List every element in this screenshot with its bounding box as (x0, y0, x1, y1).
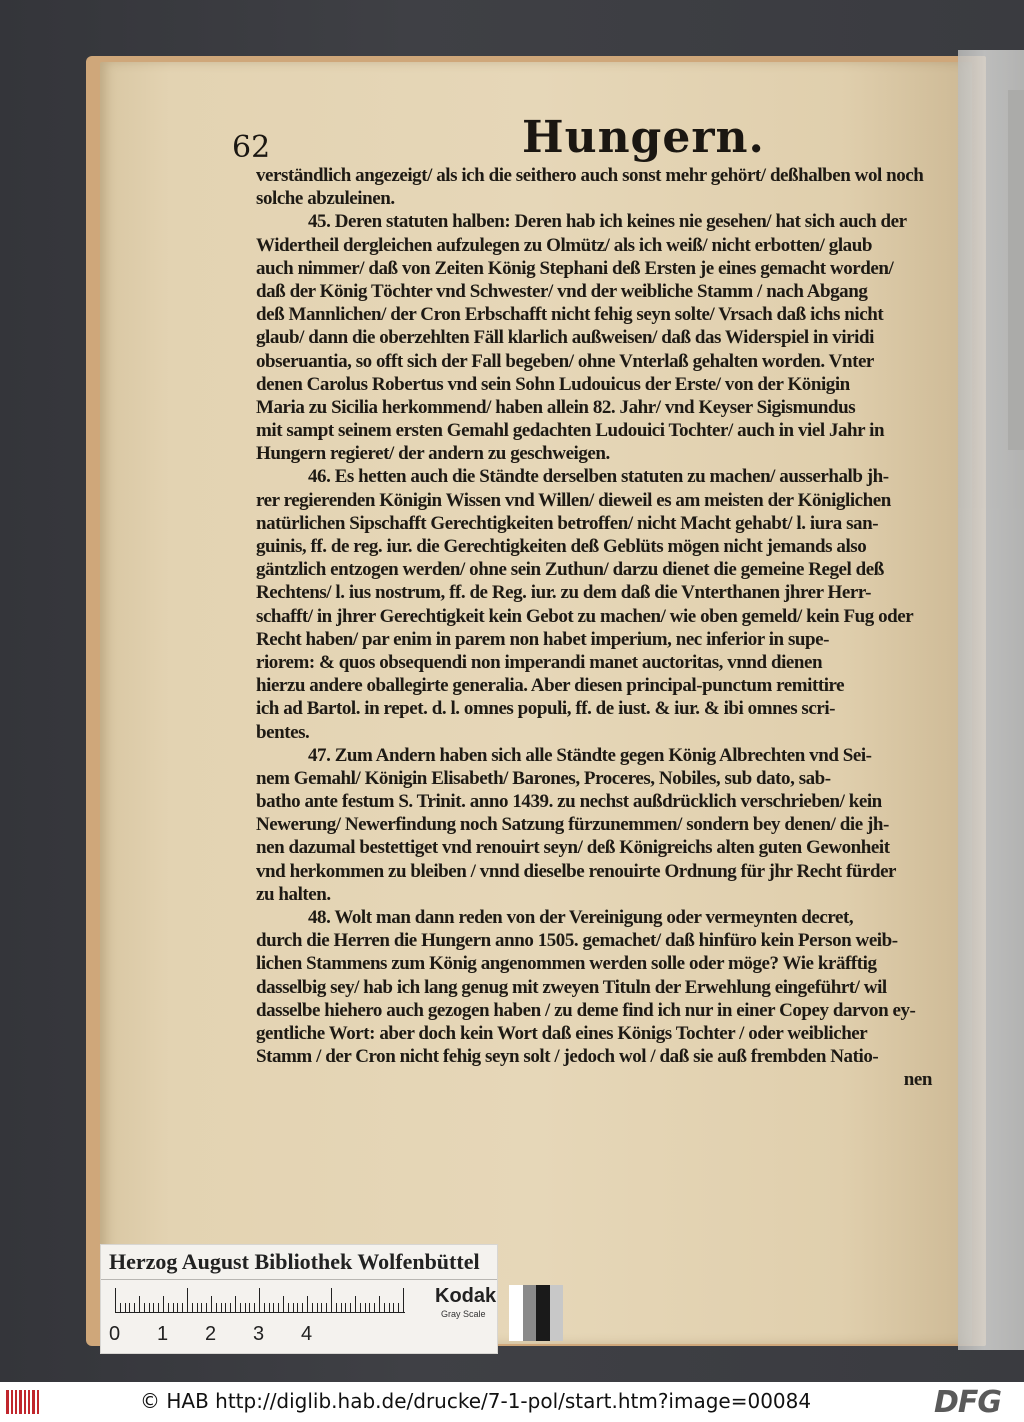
text-line: Hungern regieret/ der andern zu geschweigen. (256, 443, 610, 465)
ruler-tick (168, 1303, 169, 1312)
ruler-tick (331, 1288, 332, 1312)
copyright-link[interactable]: © HAB http://diglib.hab.de/drucke/7-1-pol/start.htm?image=00084 (140, 1389, 812, 1413)
text-line: durch die Herren die Hungern anno 1505. gemachet/ daß hinfüro kein Person weib- (256, 930, 898, 952)
ruler-tick (360, 1303, 361, 1312)
ruler-tick (125, 1303, 126, 1312)
text-line: verständlich angezeigt/ als ich die seithero auch sonst mehr gehört/ deßhalben wol noch (256, 165, 924, 186)
kodak-logo: Kodak (435, 1285, 497, 1307)
ruler-tick (288, 1303, 289, 1312)
text-line: zu halten. (256, 883, 331, 905)
dfg-logo: DFG (934, 1385, 1002, 1420)
page-number: 62 (232, 130, 271, 165)
text-line: bentes. (256, 721, 310, 743)
gray-swatches (509, 1285, 563, 1341)
ruler-tick (312, 1303, 313, 1312)
ruler-tick (355, 1296, 356, 1312)
ruler-tick (144, 1303, 145, 1312)
ruler-tick (149, 1303, 150, 1312)
ruler-tick (297, 1303, 298, 1312)
ruler-tick (273, 1303, 274, 1312)
text-line: nen dazumal bestettiget vnd renouirt seyn/ deß Königreichs alten guten Gewonheit (256, 837, 890, 859)
ruler-tick (216, 1303, 217, 1312)
text-line: 45. Deren statuten halben: Deren hab ich keines nie gesehen/ hat sich auch der (308, 211, 907, 233)
ruler-label: 3 (253, 1323, 265, 1345)
text-line: rer regierenden Königin Wissen vnd Willen/ dieweil es am meisten der Königlichen (256, 489, 891, 511)
ruler-tick (177, 1303, 178, 1312)
ruler-tick (134, 1303, 135, 1312)
catchword: nen (903, 1069, 932, 1091)
ruler-tick (254, 1303, 255, 1312)
ruler-tick (345, 1303, 346, 1312)
text-line: Widertheil dergleichen aufzulegen zu Olmütz/ als ich weiß/ nicht erbotten/ glaub (256, 234, 872, 256)
ruler-tick (249, 1303, 250, 1312)
ruler-tick (369, 1303, 370, 1312)
ruler-label: 4 (301, 1323, 313, 1345)
text-line: solche abzuleinen. (256, 188, 395, 210)
ruler-tick (225, 1303, 226, 1312)
gray-swatch (509, 1285, 523, 1341)
ruler (115, 1289, 405, 1313)
ruler-tick (365, 1303, 366, 1312)
adjacent-page-strip (958, 50, 1024, 1350)
ruler-tick (259, 1288, 260, 1312)
ruler-tick (129, 1303, 130, 1312)
page-header (232, 112, 932, 168)
gray-swatch (536, 1285, 550, 1341)
ruler-tick (307, 1296, 308, 1312)
barcode-bar (19, 1390, 22, 1414)
barcode-bar (11, 1390, 13, 1414)
barcode-bar (32, 1390, 35, 1414)
ruler-tick (374, 1303, 375, 1312)
ruler-tick (120, 1303, 121, 1312)
ruler-tick (302, 1303, 303, 1312)
ruler-tick (278, 1303, 279, 1312)
ruler-tick (139, 1296, 140, 1312)
ruler-tick (341, 1303, 342, 1312)
grayscale-label: Gray Scale (441, 1309, 486, 1319)
card-title: Herzog August Bibliothek Wolfenbüttel (109, 1249, 480, 1274)
ruler-tick (264, 1303, 265, 1312)
ruler-tick (389, 1303, 390, 1312)
ruler-tick (283, 1296, 284, 1312)
barcode-bar (37, 1390, 39, 1414)
body-text (256, 164, 936, 1092)
ruler-tick (192, 1303, 193, 1312)
text-line: glaub/ dann die oberzehlten Fäll klarlich außweisen/ daß das Widerspiel in viridi (256, 327, 874, 349)
barcode-bar (24, 1390, 26, 1414)
ruler-tick (201, 1303, 202, 1312)
ruler-tick (182, 1303, 183, 1312)
ruler-tick (384, 1303, 385, 1312)
text-line: gentliche Wort: aber doch kein Wort daß eines Königs Tochter / oder weiblicher (256, 1022, 868, 1044)
text-line: batho ante festum S. Trinit. anno 1439. zu nechst außdrücklich verschrieben/ kein (256, 791, 882, 813)
ruler-tick (230, 1303, 231, 1312)
text-line: guinis, ff. de reg. iur. die Gerechtigkeiten deß Geblüts mögen nicht jemands also (256, 536, 867, 557)
text-line: 48. Wolt man dann reden von der Vereinigung oder vermeynten decret, (308, 907, 854, 928)
text-line: gäntzlich entzogen werden/ ohne sein Zuthun/ darzu dienet die gemeine Regel deß (256, 559, 884, 581)
text-line: Maria zu Sicilia herkommend/ haben allein 82. Jahr/ vnd Keyser Sigismundus (256, 396, 856, 418)
text-line: denen Carolus Robertus vnd sein Sohn Ludouicus der Erste/ von der Königin (256, 373, 850, 395)
ruler-tick (336, 1303, 337, 1312)
text-line: hierzu andere oballegirte generalia. Aber diesen principal-punctum remittire (256, 675, 845, 697)
ruler-tick (245, 1303, 246, 1312)
ruler-tick (115, 1288, 116, 1312)
ruler-tick (173, 1303, 174, 1312)
barcode-bar (6, 1390, 9, 1414)
ruler-tick (317, 1303, 318, 1312)
ruler-tick (269, 1303, 270, 1312)
text-line: lichen Stammens zum König angenommen werden solle oder möge? Wie kräfftig (256, 953, 877, 975)
ruler-tick (153, 1303, 154, 1312)
ruler-tick (235, 1296, 236, 1312)
text-line: nem Gemahl/ Königin Elisabeth/ Barones, Proceres, Nobiles, sub dato, sab- (256, 767, 831, 789)
ruler-tick (379, 1296, 380, 1312)
text-line: mit sampt seinem ersten Gemahl gedachten Ludouici Tochter/ auch in viel Jahr in (256, 420, 885, 442)
ruler-tick (211, 1296, 212, 1312)
gray-swatch (550, 1285, 564, 1341)
barcode-bar (15, 1390, 17, 1414)
text-line: Recht haben/ par enim in parem non habet imperium, nec inferior in supe- (256, 628, 829, 650)
color-calibration-card (100, 1244, 498, 1354)
barcode-icon (6, 1390, 46, 1414)
text-line: Rechtens/ l. ius nostrum, ff. de Reg. iur. zu dem daß die Vnterthanen jhrer Herr- (256, 582, 871, 604)
ruler-tick (293, 1303, 294, 1312)
ruler-tick (163, 1296, 164, 1312)
ruler-tick (187, 1288, 188, 1312)
ruler-labels (109, 1323, 409, 1347)
text-line: Newerung/ Newerfindung noch Satzung fürzunemmen/ sondern bey denen/ die jh- (256, 814, 889, 836)
footer-bar (0, 1382, 1024, 1422)
ruler-tick (403, 1288, 404, 1312)
ruler-tick (221, 1303, 222, 1312)
ruler-tick (158, 1303, 159, 1312)
text-line: Stamm / der Cron nicht fehig seyn solt / jedoch wol / daß sie auß frembden Natio- (256, 1046, 879, 1068)
text-line: ich ad Bartol. in repet. d. l. omnes populi, ff. de iust. & iur. & ibi omnes scri- (256, 698, 836, 720)
text-line: daß der König Töchter vnd Schwester/ vnd der weibliche Stamm / nach Abgang (256, 280, 868, 302)
ruler-tick (206, 1303, 207, 1312)
ruler-tick (350, 1303, 351, 1312)
text-line: deß Mannlichen/ der Cron Erbschafft nicht fehig seyn solte/ Vrsach daß ichs nicht (256, 304, 884, 326)
ruler-tick (240, 1303, 241, 1312)
ruler-label: 2 (205, 1323, 217, 1345)
text-line: schafft/ in jhrer Gerechtigkeit kein Gebot zu machen/ wie oben gemeld/ kein Fug oder (256, 605, 914, 627)
ruler-tick (321, 1303, 322, 1312)
text-line: dasselbe hiehero auch gezogen haben / zu deme find ich nur in einer Copey darvon ey- (256, 999, 916, 1021)
text-line: vnd herkommen zu bleiben / vnnd dieselbe renouirte Ordnung für jhr Recht fürder (256, 860, 897, 882)
ruler-tick (398, 1303, 399, 1312)
text-line: auch nimmer/ daß von Zeiten König Stephani deß Ersten je eines gemacht worden/ (256, 257, 894, 279)
text-line: natürlichen Sipschafft Gerechtigkeiten betroffen/ nicht Macht gehabt/ l. iura san- (256, 512, 879, 534)
ruler-label: 0 (109, 1323, 121, 1345)
running-head: Hungern. (522, 112, 765, 163)
text-line: 46. Es hetten auch die Ständte derselben statuten zu machen/ ausserhalb jh- (308, 466, 889, 488)
barcode-bar (28, 1390, 30, 1414)
ruler-tick (393, 1303, 394, 1312)
ruler-label: 1 (157, 1323, 169, 1345)
gray-swatch (523, 1285, 537, 1341)
text-line: dasselbig sey/ hab ich lang genug mit zweyen Tituln der Erwehlung eingeführt/ wil (256, 976, 887, 998)
text-line: riorem: & quos obsequendi non imperandi manet auctoritas, vnnd dienen (256, 651, 823, 673)
ruler-tick (197, 1303, 198, 1312)
text-line: obseruantia, so offt sich der Fall begeben/ ohne Vnterlaß gehalten worden. Vnter (256, 350, 874, 372)
text-line: 47. Zum Andern haben sich alle Ständte gegen König Albrechten vnd Sei- (308, 744, 872, 766)
ruler-tick (326, 1303, 327, 1312)
